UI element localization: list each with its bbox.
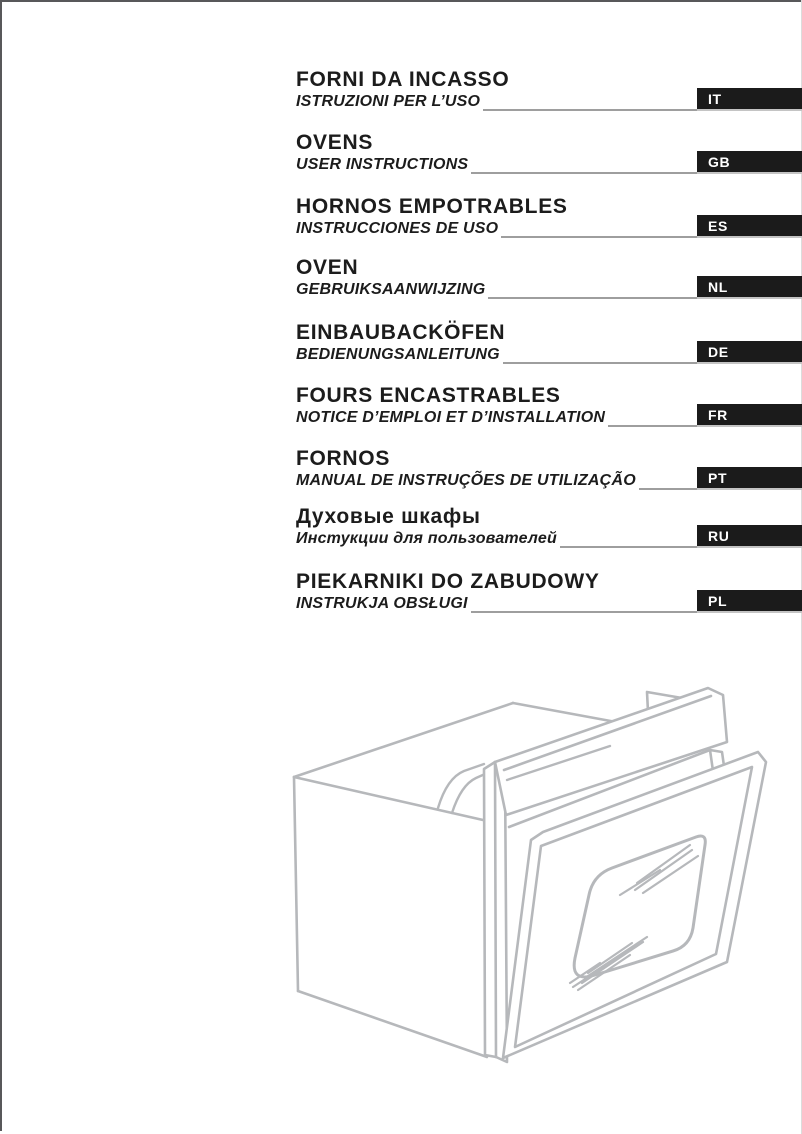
manual-subtitle: INSTRUKJA OBSŁUGI (296, 595, 468, 612)
language-badge: RU (697, 525, 802, 548)
language-badge: PT (697, 467, 802, 490)
front-frame-vertical-bar-edge (495, 762, 496, 1057)
manual-subtitle: BEDIENUNGSANLEITUNG (296, 346, 500, 363)
language-badge: IT (697, 88, 802, 111)
language-badge: GB (697, 151, 802, 174)
manual-title: Духовые шкафы (296, 505, 481, 528)
divider-line (488, 297, 697, 299)
manual-subtitle: Инстукции для пользователей (296, 530, 557, 547)
language-badge: FR (697, 404, 802, 427)
divider-line (483, 109, 697, 111)
oven-body-top-back-right-edge (513, 703, 616, 722)
language-section-ru (296, 505, 802, 548)
language-section-nl (296, 256, 802, 299)
divider-line (471, 611, 697, 613)
language-section-es (296, 195, 802, 238)
manual-subtitle: INSTRUCCIONES DE USO (296, 220, 499, 237)
manual-subtitle: ISTRUZIONI PER L’USO (296, 93, 481, 110)
manual-title: OVEN (296, 256, 359, 279)
language-section-it (296, 68, 802, 111)
manual-subtitle: USER INSTRUCTIONS (296, 156, 469, 173)
language-badge: DE (697, 341, 802, 364)
manual-title: FORNI DA INCASSO (296, 68, 510, 91)
language-section-de (296, 321, 802, 364)
page-top-border (0, 0, 802, 2)
divider-line (560, 546, 697, 548)
language-badge: NL (697, 276, 802, 299)
manual-subtitle: MANUAL DE INSTRUÇÕES DE UTILIZAÇÃO (296, 472, 636, 489)
oven-top-curve-outer (438, 764, 484, 808)
manual-subtitle: GEBRUIKSAANWIJZING (296, 281, 486, 298)
language-section-gb (296, 131, 802, 174)
oven-body-front-top-edge (294, 777, 483, 820)
language-section-pt (296, 447, 802, 490)
manual-title: PIEKARNIKI DO ZABUDOWY (296, 570, 600, 593)
manual-title: OVENS (296, 131, 374, 154)
divider-line (608, 425, 697, 427)
manual-subtitle: NOTICE D’EMPLOI ET D’INSTALLATION (296, 409, 606, 426)
language-badge: PL (697, 590, 802, 613)
language-section-fr (296, 384, 802, 427)
manual-title: FOURS ENCASTRABLES (296, 384, 561, 407)
page-left-border (0, 0, 2, 1131)
built-in-oven-illustration (280, 668, 780, 1098)
divider-line (639, 488, 697, 490)
language-section-pl (296, 570, 802, 613)
divider-line (503, 362, 697, 364)
divider-line (471, 172, 697, 174)
oven-body-bottom-edge (298, 991, 487, 1057)
oven-body-left-edge (294, 777, 298, 991)
divider-line (501, 236, 697, 238)
manual-title: HORNOS EMPOTRABLES (296, 195, 568, 218)
language-badge: ES (697, 215, 802, 238)
manual-title: FORNOS (296, 447, 391, 470)
oven-top-curve-inner (452, 774, 485, 813)
manual-title: EINBAUBACKÖFEN (296, 321, 506, 344)
